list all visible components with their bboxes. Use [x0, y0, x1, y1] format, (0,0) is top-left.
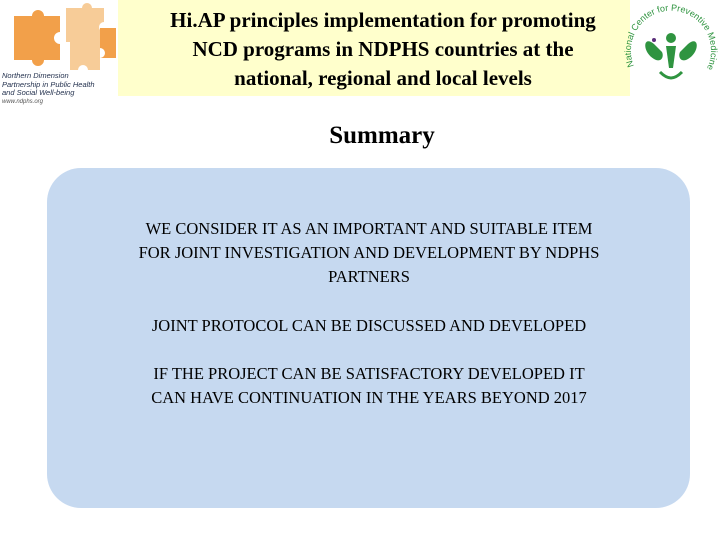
logo-url: www.ndphs.org: [2, 98, 44, 105]
ncpm-logo: [618, 0, 720, 100]
title-line: Hi.AP principles implementation for promoting: [170, 8, 596, 32]
paragraph-line: JOINT PROTOCOL CAN BE DISCUSSED AND DEVELOPED: [151, 316, 587, 335]
page-title: [118, 6, 648, 93]
summary-paragraph: [54, 217, 684, 289]
logo-text-line: Northern Dimension: [2, 71, 69, 80]
paragraph-line: CAN HAVE CONTINUATION IN THE YEARS BEYOND 2017: [151, 388, 587, 407]
ndphs-logo-text: [2, 72, 122, 106]
puzzle-pieces-icon: [4, 2, 122, 74]
emblem-ring-text: National Center for Preventive Medicine: [622, 2, 720, 72]
logo-text-line: and Social Well-being: [2, 88, 75, 98]
summary-paragraph: [54, 362, 684, 410]
paragraph-line: WE CONSIDER IT AS AN IMPORTANT AND SUITABLE ITEM: [145, 219, 593, 238]
summary-paragraph: [54, 314, 684, 338]
paragraph-line: PARTNERS: [328, 267, 410, 286]
paragraph-line: IF THE PROJECT CAN BE SATISFACTORY DEVELOPED IT: [153, 364, 585, 383]
paragraph-line: FOR JOINT INVESTIGATION AND DEVELOPMENT BY NDPHS: [138, 243, 600, 262]
preventive-medicine-emblem-icon: [618, 0, 720, 100]
title-line: national, regional and local levels: [234, 66, 532, 90]
logo-text-line: Partnership in Public Health: [2, 79, 95, 89]
summary-heading: Summary: [329, 122, 435, 149]
title-line: NCD programs in NDPHS countries at the: [192, 37, 574, 61]
